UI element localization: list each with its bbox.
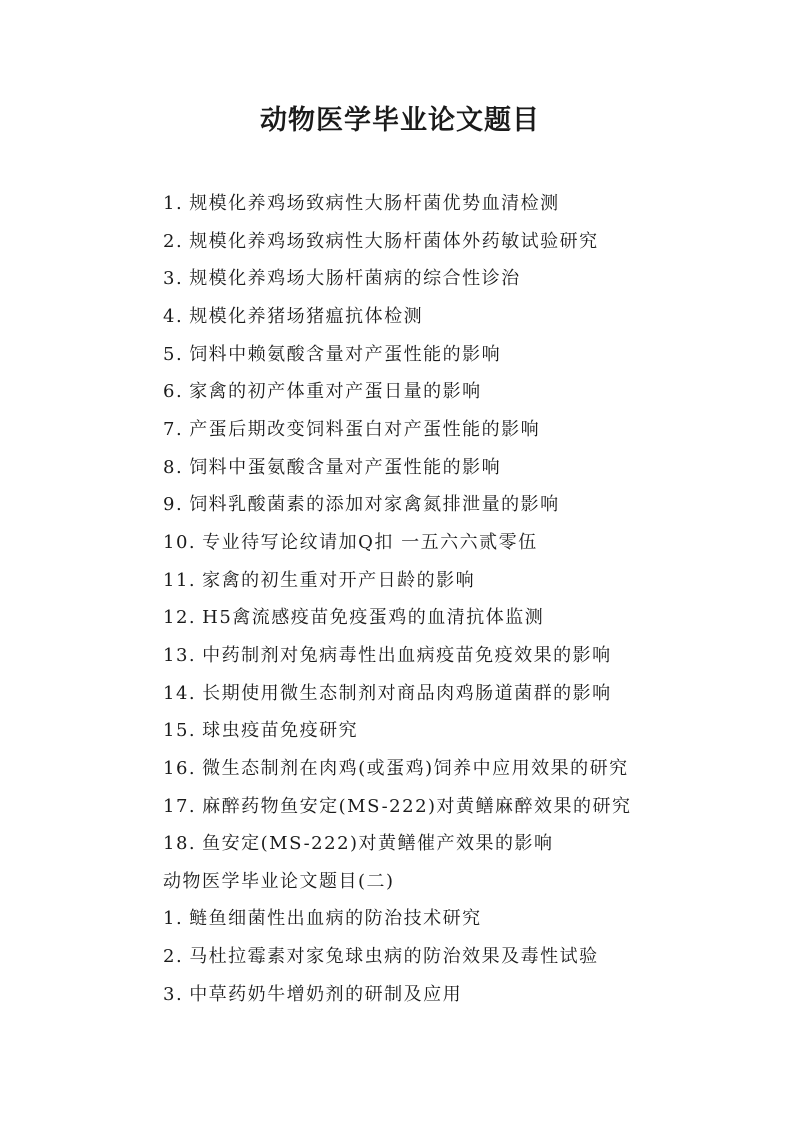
item-number: 14. bbox=[163, 683, 197, 704]
list-item bbox=[163, 456, 501, 480]
item-text: 长期使用微生态制剂对商品肉鸡肠道菌群的影响 bbox=[202, 683, 612, 704]
item-number: 6. bbox=[163, 381, 184, 402]
item-text: 规模化养鸡场大肠杆菌病的综合性诊治 bbox=[189, 268, 521, 289]
item-text: 产蛋后期改变饲料蛋白对产蛋性能的影响 bbox=[189, 419, 541, 440]
item-text: 家禽的初产体重对产蛋日量的影响 bbox=[189, 381, 482, 402]
list-item bbox=[163, 343, 501, 367]
list-item bbox=[163, 945, 599, 969]
item-number: 11. bbox=[163, 570, 197, 591]
item-text: 家禽的初生重对开产日龄的影响 bbox=[202, 570, 476, 591]
item-number: 18. bbox=[163, 833, 197, 854]
item-text: 麻醉药物鱼安定(MS-222)对黄鳝麻醉效果的研究 bbox=[202, 796, 632, 817]
item-text: H5禽流感疫苗免疫蛋鸡的血清抗体监测 bbox=[202, 607, 545, 628]
list-item bbox=[163, 305, 423, 329]
item-text: 鲢鱼细菌性出血病的防治技术研究 bbox=[189, 908, 482, 929]
item-number: 10. bbox=[163, 532, 197, 553]
list-item bbox=[163, 907, 482, 931]
item-number: 12. bbox=[163, 607, 197, 628]
list-item bbox=[163, 644, 612, 668]
item-number: 2. bbox=[163, 231, 184, 252]
item-text: 中药制剂对兔病毒性出血病疫苗免疫效果的影响 bbox=[202, 645, 612, 666]
page-title: 动物医学毕业论文题目 bbox=[260, 105, 540, 136]
list-item bbox=[163, 719, 358, 743]
item-number: 15. bbox=[163, 720, 197, 741]
list-item bbox=[163, 569, 475, 593]
item-number: 5. bbox=[163, 344, 184, 365]
item-number: 3. bbox=[163, 268, 184, 289]
item-number: 1. bbox=[163, 908, 184, 929]
list-item bbox=[163, 380, 482, 404]
list-item bbox=[163, 682, 612, 706]
item-text: 马杜拉霉素对家兔球虫病的防治效果及毒性试验 bbox=[189, 946, 599, 967]
item-number: 17. bbox=[163, 796, 197, 817]
item-number: 7. bbox=[163, 419, 184, 440]
list-item bbox=[163, 267, 521, 291]
item-text: 规模化养鸡场致病性大肠杆菌优势血清检测 bbox=[189, 193, 560, 214]
list-item bbox=[163, 832, 554, 856]
list-item bbox=[163, 795, 632, 819]
item-number: 8. bbox=[163, 457, 184, 478]
item-text: 微生态制剂在肉鸡(或蛋鸡)饲养中应用效果的研究 bbox=[202, 758, 629, 779]
item-number: 1. bbox=[163, 193, 184, 214]
list-item bbox=[163, 531, 538, 555]
item-number: 16. bbox=[163, 758, 197, 779]
list-item bbox=[163, 493, 560, 517]
item-number: 2. bbox=[163, 946, 184, 967]
section-subtitle: 动物医学毕业论文题目(二) bbox=[163, 871, 395, 892]
list-item bbox=[163, 418, 540, 442]
item-text: 球虫疫苗免疫研究 bbox=[202, 720, 359, 741]
item-text: 鱼安定(MS-222)对黄鳝催产效果的影响 bbox=[202, 833, 554, 854]
item-text: 规模化养猪场猪瘟抗体检测 bbox=[189, 306, 424, 327]
item-text: 专业待写论纹请加Q扣 一五六六贰零伍 bbox=[202, 532, 538, 553]
item-number: 3. bbox=[163, 984, 184, 1005]
item-number: 13. bbox=[163, 645, 197, 666]
item-text: 规模化养鸡场致病性大肠杆菌体外药敏试验研究 bbox=[189, 231, 599, 252]
list-item bbox=[163, 606, 544, 630]
list-item bbox=[163, 230, 599, 254]
item-text: 饲料中蛋氨酸含量对产蛋性能的影响 bbox=[189, 457, 502, 478]
item-text: 饲料中赖氨酸含量对产蛋性能的影响 bbox=[189, 344, 502, 365]
item-text: 中草药奶牛增奶剂的研制及应用 bbox=[189, 984, 463, 1005]
list-item bbox=[163, 192, 560, 216]
list-item bbox=[163, 757, 629, 781]
item-number: 9. bbox=[163, 494, 184, 515]
item-text: 饲料乳酸菌素的添加对家禽氮排泄量的影响 bbox=[189, 494, 560, 515]
list-item bbox=[163, 983, 462, 1007]
item-number: 4. bbox=[163, 306, 184, 327]
